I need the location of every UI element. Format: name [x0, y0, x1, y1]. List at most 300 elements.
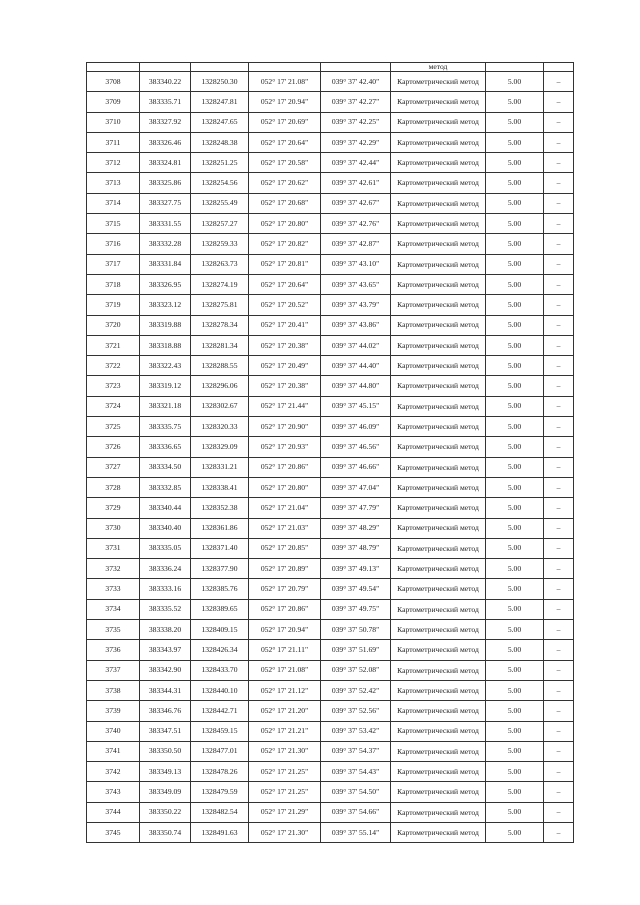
- note-cell: –: [544, 214, 574, 234]
- note-cell: –: [544, 112, 574, 132]
- y-coordinate-cell: 1328385.76: [191, 579, 249, 599]
- note-cell: –: [544, 782, 574, 802]
- y-coordinate-cell: 1328338.41: [191, 477, 249, 497]
- x-coordinate-cell: 383340.22: [140, 72, 191, 92]
- y-coordinate-cell: 1328247.81: [191, 92, 249, 112]
- method-cell: Картометрический метод: [391, 214, 486, 234]
- latitude-cell: 052° 17' 21.03": [249, 518, 321, 538]
- note-cell: –: [544, 660, 574, 680]
- method-cell: Картометрический метод: [391, 417, 486, 437]
- note-cell: –: [544, 92, 574, 112]
- point-number-cell: 3742: [87, 762, 140, 782]
- method-cell: Картометрический метод: [391, 92, 486, 112]
- longitude-cell: 039° 37' 53.42": [321, 721, 391, 741]
- accuracy-cell: 5.00: [486, 193, 544, 213]
- method-cell: Картометрический метод: [391, 620, 486, 640]
- method-cell: Картометрический метод: [391, 701, 486, 721]
- y-coordinate-cell: 1328352.38: [191, 498, 249, 518]
- latitude-cell: 052° 17' 21.44": [249, 396, 321, 416]
- longitude-cell: 039° 37' 49.75": [321, 599, 391, 619]
- table-row: [87, 254, 574, 274]
- note-cell: –: [544, 396, 574, 416]
- y-coordinate-cell: 1328302.67: [191, 396, 249, 416]
- table-row: [87, 437, 574, 457]
- point-number-cell: 3732: [87, 559, 140, 579]
- point-number-cell: 3712: [87, 153, 140, 173]
- longitude-cell: 039° 37' 50.78": [321, 620, 391, 640]
- table-row: [87, 214, 574, 234]
- point-number-cell: 3711: [87, 132, 140, 152]
- x-coordinate-cell: 383332.85: [140, 477, 191, 497]
- latitude-cell: 052° 17' 20.68": [249, 193, 321, 213]
- x-coordinate-cell: 383347.51: [140, 721, 191, 741]
- y-coordinate-cell: 1328274.19: [191, 274, 249, 294]
- point-number-cell: 3738: [87, 680, 140, 700]
- latitude-cell: 052° 17' 20.86": [249, 599, 321, 619]
- longitude-cell: 039° 37' 52.08": [321, 660, 391, 680]
- point-number-cell: 3718: [87, 274, 140, 294]
- method-cell: Картометрический метод: [391, 802, 486, 822]
- point-number-cell: 3722: [87, 356, 140, 376]
- latitude-cell: 052° 17' 20.80": [249, 477, 321, 497]
- method-cell: Картометрический метод: [391, 498, 486, 518]
- method-cell: Картометрический метод: [391, 132, 486, 152]
- note-cell: –: [544, 518, 574, 538]
- x-coordinate-cell: 383333.16: [140, 579, 191, 599]
- longitude-cell: 039° 37' 42.87": [321, 234, 391, 254]
- table-row: [87, 741, 574, 761]
- table-row: [87, 498, 574, 518]
- point-number-cell: 3717: [87, 254, 140, 274]
- method-cell: Картометрический метод: [391, 477, 486, 497]
- method-cell: Картометрический метод: [391, 579, 486, 599]
- note-cell: –: [544, 579, 574, 599]
- method-cell: Картометрический метод: [391, 559, 486, 579]
- longitude-cell: 039° 37' 52.42": [321, 680, 391, 700]
- method-cell: Картометрический метод: [391, 315, 486, 335]
- longitude-cell: 039° 37' 54.50": [321, 782, 391, 802]
- accuracy-cell: 5.00: [486, 538, 544, 558]
- y-coordinate-cell: 1328329.09: [191, 437, 249, 457]
- longitude-cell: 039° 37' 45.15": [321, 396, 391, 416]
- table-row: [87, 802, 574, 822]
- method-cell: Картометрический метод: [391, 762, 486, 782]
- table-row: [87, 295, 574, 315]
- latitude-cell: 052° 17' 20.79": [249, 579, 321, 599]
- accuracy-cell: 5.00: [486, 335, 544, 355]
- x-coordinate-cell: 383331.84: [140, 254, 191, 274]
- y-coordinate-cell: 1328331.21: [191, 457, 249, 477]
- accuracy-cell: 5.00: [486, 741, 544, 761]
- latitude-cell: 052° 17' 20.90": [249, 417, 321, 437]
- y-coordinate-cell: 1328459.15: [191, 721, 249, 741]
- accuracy-cell: 5.00: [486, 599, 544, 619]
- table-row: [87, 72, 574, 92]
- x-coordinate-cell: 383350.50: [140, 741, 191, 761]
- y-coordinate-cell: 1328377.90: [191, 559, 249, 579]
- y-coordinate-cell: 1328248.38: [191, 132, 249, 152]
- note-cell: –: [544, 274, 574, 294]
- accuracy-cell: 5.00: [486, 762, 544, 782]
- x-coordinate-cell: 383326.46: [140, 132, 191, 152]
- point-number-cell: 3728: [87, 477, 140, 497]
- y-coordinate-cell: 1328257.27: [191, 214, 249, 234]
- table-row: [87, 538, 574, 558]
- latitude-cell: 052° 17' 20.64": [249, 274, 321, 294]
- point-number-cell: 3720: [87, 315, 140, 335]
- table-row: [87, 762, 574, 782]
- longitude-cell: 039° 37' 43.65": [321, 274, 391, 294]
- table-row: [87, 457, 574, 477]
- table-row: [87, 173, 574, 193]
- note-cell: –: [544, 153, 574, 173]
- note-cell: –: [544, 538, 574, 558]
- latitude-cell: 052° 17' 20.94": [249, 92, 321, 112]
- accuracy-cell: 5.00: [486, 498, 544, 518]
- x-coordinate-cell: 383336.65: [140, 437, 191, 457]
- longitude-cell: 039° 37' 48.79": [321, 538, 391, 558]
- coordinates-table: [86, 62, 574, 843]
- point-number-cell: 3723: [87, 376, 140, 396]
- latitude-cell: 052° 17' 20.80": [249, 214, 321, 234]
- y-coordinate-cell: 1328251.25: [191, 153, 249, 173]
- y-coordinate-cell: 1328440.10: [191, 680, 249, 700]
- latitude-cell: 052° 17' 20.94": [249, 620, 321, 640]
- longitude-cell: 039° 37' 42.29": [321, 132, 391, 152]
- note-cell: –: [544, 132, 574, 152]
- accuracy-cell: 5.00: [486, 680, 544, 700]
- accuracy-cell: 5.00: [486, 620, 544, 640]
- method-cell: Картометрический метод: [391, 640, 486, 660]
- note-cell: –: [544, 477, 574, 497]
- x-coordinate-cell: 383319.88: [140, 315, 191, 335]
- x-coordinate-cell: 383335.71: [140, 92, 191, 112]
- longitude-cell: 039° 37' 42.40": [321, 72, 391, 92]
- table-row: [87, 315, 574, 335]
- point-number-cell: 3721: [87, 335, 140, 355]
- point-number-cell: 3715: [87, 214, 140, 234]
- note-cell: –: [544, 640, 574, 660]
- y-coordinate-cell: 1328491.63: [191, 822, 249, 842]
- table-row: [87, 701, 574, 721]
- x-coordinate-cell: 383322.43: [140, 356, 191, 376]
- method-cell: Картометрический метод: [391, 254, 486, 274]
- latitude-cell: 052° 17' 20.38": [249, 335, 321, 355]
- point-number-cell: 3736: [87, 640, 140, 660]
- point-number-cell: 3741: [87, 741, 140, 761]
- longitude-cell: 039° 37' 47.79": [321, 498, 391, 518]
- longitude-cell: 039° 37' 49.13": [321, 559, 391, 579]
- accuracy-cell: 5.00: [486, 72, 544, 92]
- table-row: [87, 132, 574, 152]
- x-coordinate-cell: 383349.09: [140, 782, 191, 802]
- x-coordinate-cell: 383327.75: [140, 193, 191, 213]
- accuracy-cell: 5.00: [486, 437, 544, 457]
- latitude-cell: 052° 17' 20.85": [249, 538, 321, 558]
- latitude-cell: 052° 17' 21.30": [249, 741, 321, 761]
- longitude-cell: 039° 37' 48.29": [321, 518, 391, 538]
- x-coordinate-cell: 383338.20: [140, 620, 191, 640]
- point-number-cell: 3724: [87, 396, 140, 416]
- table-row: [87, 782, 574, 802]
- accuracy-cell: 5.00: [486, 721, 544, 741]
- x-coordinate-cell: 383326.95: [140, 274, 191, 294]
- x-coordinate-cell: 383350.22: [140, 802, 191, 822]
- table-row: [87, 559, 574, 579]
- latitude-cell: 052° 17' 21.29": [249, 802, 321, 822]
- point-number-cell: 3708: [87, 72, 140, 92]
- accuracy-cell: 5.00: [486, 153, 544, 173]
- accuracy-cell: 5.00: [486, 234, 544, 254]
- longitude-cell: 039° 37' 42.76": [321, 214, 391, 234]
- accuracy-cell: 5.00: [486, 112, 544, 132]
- longitude-cell: 039° 37' 44.80": [321, 376, 391, 396]
- x-coordinate-cell: 383335.52: [140, 599, 191, 619]
- note-cell: –: [544, 234, 574, 254]
- latitude-cell: 052° 17' 21.11": [249, 640, 321, 660]
- latitude-cell: 052° 17' 20.58": [249, 153, 321, 173]
- x-coordinate-cell: 383319.12: [140, 376, 191, 396]
- table-row: [87, 680, 574, 700]
- cell: [321, 63, 391, 72]
- method-cell: Картометрический метод: [391, 295, 486, 315]
- cell: [544, 63, 574, 72]
- accuracy-cell: 5.00: [486, 214, 544, 234]
- note-cell: –: [544, 254, 574, 274]
- y-coordinate-cell: 1328320.33: [191, 417, 249, 437]
- method-cell: Картометрический метод: [391, 173, 486, 193]
- y-coordinate-cell: 1328371.40: [191, 538, 249, 558]
- method-cell: Картометрический метод: [391, 72, 486, 92]
- point-number-cell: 3744: [87, 802, 140, 822]
- longitude-cell: 039° 37' 42.44": [321, 153, 391, 173]
- note-cell: –: [544, 741, 574, 761]
- point-number-cell: 3745: [87, 822, 140, 842]
- method-cell: Картометрический метод: [391, 599, 486, 619]
- point-number-cell: 3729: [87, 498, 140, 518]
- accuracy-cell: 5.00: [486, 579, 544, 599]
- note-cell: –: [544, 559, 574, 579]
- y-coordinate-cell: 1328255.49: [191, 193, 249, 213]
- latitude-cell: 052° 17' 20.89": [249, 559, 321, 579]
- method-cell: Картометрический метод: [391, 822, 486, 842]
- method-cell: Картометрический метод: [391, 518, 486, 538]
- method-cell: Картометрический метод: [391, 721, 486, 741]
- longitude-cell: 039° 37' 52.56": [321, 701, 391, 721]
- x-coordinate-cell: 383349.13: [140, 762, 191, 782]
- longitude-cell: 039° 37' 55.14": [321, 822, 391, 842]
- table-row: [87, 660, 574, 680]
- x-coordinate-cell: 383335.75: [140, 417, 191, 437]
- y-coordinate-cell: 1328477.01: [191, 741, 249, 761]
- latitude-cell: 052° 17' 20.69": [249, 112, 321, 132]
- note-cell: –: [544, 356, 574, 376]
- x-coordinate-cell: 383335.05: [140, 538, 191, 558]
- y-coordinate-cell: 1328296.06: [191, 376, 249, 396]
- point-number-cell: 3739: [87, 701, 140, 721]
- point-number-cell: 3726: [87, 437, 140, 457]
- cell: [249, 63, 321, 72]
- note-cell: –: [544, 193, 574, 213]
- continuation-row: [87, 63, 574, 72]
- latitude-cell: 052° 17' 21.04": [249, 498, 321, 518]
- cell: [87, 63, 140, 72]
- longitude-cell: 039° 37' 42.25": [321, 112, 391, 132]
- table-row: [87, 112, 574, 132]
- latitude-cell: 052° 17' 20.62": [249, 173, 321, 193]
- longitude-cell: 039° 37' 44.02": [321, 335, 391, 355]
- table-row: [87, 640, 574, 660]
- accuracy-cell: 5.00: [486, 701, 544, 721]
- note-cell: –: [544, 620, 574, 640]
- note-cell: –: [544, 295, 574, 315]
- latitude-cell: 052° 17' 20.38": [249, 376, 321, 396]
- table-row: [87, 417, 574, 437]
- x-coordinate-cell: 383325.86: [140, 173, 191, 193]
- y-coordinate-cell: 1328482.54: [191, 802, 249, 822]
- point-number-cell: 3727: [87, 457, 140, 477]
- table-row: [87, 721, 574, 741]
- note-cell: –: [544, 822, 574, 842]
- table-row: [87, 599, 574, 619]
- point-number-cell: 3713: [87, 173, 140, 193]
- method-cell: Картометрический метод: [391, 437, 486, 457]
- point-number-cell: 3734: [87, 599, 140, 619]
- accuracy-cell: 5.00: [486, 660, 544, 680]
- accuracy-cell: 5.00: [486, 518, 544, 538]
- longitude-cell: 039° 37' 54.37": [321, 741, 391, 761]
- table-row: [87, 193, 574, 213]
- accuracy-cell: 5.00: [486, 396, 544, 416]
- note-cell: –: [544, 315, 574, 335]
- x-coordinate-cell: 383327.92: [140, 112, 191, 132]
- table-row: [87, 92, 574, 112]
- y-coordinate-cell: 1328250.30: [191, 72, 249, 92]
- table-row: [87, 518, 574, 538]
- note-cell: –: [544, 376, 574, 396]
- latitude-cell: 052° 17' 20.49": [249, 356, 321, 376]
- accuracy-cell: 5.00: [486, 640, 544, 660]
- accuracy-cell: 5.00: [486, 559, 544, 579]
- note-cell: –: [544, 762, 574, 782]
- table-row: [87, 620, 574, 640]
- x-coordinate-cell: 383344.31: [140, 680, 191, 700]
- note-cell: –: [544, 498, 574, 518]
- accuracy-cell: 5.00: [486, 274, 544, 294]
- accuracy-cell: 5.00: [486, 254, 544, 274]
- longitude-cell: 039° 37' 51.69": [321, 640, 391, 660]
- table-row: [87, 153, 574, 173]
- accuracy-cell: 5.00: [486, 477, 544, 497]
- longitude-cell: 039° 37' 43.79": [321, 295, 391, 315]
- x-coordinate-cell: 383343.97: [140, 640, 191, 660]
- table-row: [87, 477, 574, 497]
- y-coordinate-cell: 1328259.33: [191, 234, 249, 254]
- accuracy-cell: 5.00: [486, 802, 544, 822]
- x-coordinate-cell: 383331.55: [140, 214, 191, 234]
- y-coordinate-cell: 1328254.56: [191, 173, 249, 193]
- point-number-cell: 3719: [87, 295, 140, 315]
- note-cell: –: [544, 680, 574, 700]
- accuracy-cell: 5.00: [486, 92, 544, 112]
- longitude-cell: 039° 37' 43.86": [321, 315, 391, 335]
- y-coordinate-cell: 1328281.34: [191, 335, 249, 355]
- table-row: [87, 579, 574, 599]
- longitude-cell: 039° 37' 44.40": [321, 356, 391, 376]
- y-coordinate-cell: 1328288.55: [191, 356, 249, 376]
- latitude-cell: 052° 17' 21.20": [249, 701, 321, 721]
- x-coordinate-cell: 383340.44: [140, 498, 191, 518]
- x-coordinate-cell: 383340.40: [140, 518, 191, 538]
- table-row: [87, 376, 574, 396]
- latitude-cell: 052° 17' 21.25": [249, 782, 321, 802]
- accuracy-cell: 5.00: [486, 822, 544, 842]
- y-coordinate-cell: 1328361.86: [191, 518, 249, 538]
- table-row: [87, 234, 574, 254]
- x-coordinate-cell: 383332.28: [140, 234, 191, 254]
- note-cell: –: [544, 437, 574, 457]
- note-cell: –: [544, 599, 574, 619]
- latitude-cell: 052° 17' 21.08": [249, 660, 321, 680]
- point-number-cell: 3725: [87, 417, 140, 437]
- coordinates-table-body: [87, 63, 574, 843]
- method-cell: Картометрический метод: [391, 741, 486, 761]
- latitude-cell: 052° 17' 20.86": [249, 457, 321, 477]
- latitude-cell: 052° 17' 21.08": [249, 72, 321, 92]
- method-fragment-cell: метод: [391, 63, 486, 72]
- point-number-cell: 3730: [87, 518, 140, 538]
- point-number-cell: 3733: [87, 579, 140, 599]
- point-number-cell: 3737: [87, 660, 140, 680]
- x-coordinate-cell: 383336.24: [140, 559, 191, 579]
- method-cell: Картометрический метод: [391, 274, 486, 294]
- accuracy-cell: 5.00: [486, 457, 544, 477]
- latitude-cell: 052° 17' 21.12": [249, 680, 321, 700]
- note-cell: –: [544, 335, 574, 355]
- method-cell: Картометрический метод: [391, 538, 486, 558]
- method-cell: Картометрический метод: [391, 376, 486, 396]
- method-cell: Картометрический метод: [391, 660, 486, 680]
- y-coordinate-cell: 1328278.34: [191, 315, 249, 335]
- y-coordinate-cell: 1328479.59: [191, 782, 249, 802]
- method-cell: Картометрический метод: [391, 457, 486, 477]
- note-cell: –: [544, 173, 574, 193]
- point-number-cell: 3740: [87, 721, 140, 741]
- cell: [140, 63, 191, 72]
- cell: [486, 63, 544, 72]
- point-number-cell: 3743: [87, 782, 140, 802]
- accuracy-cell: 5.00: [486, 173, 544, 193]
- x-coordinate-cell: 383321.18: [140, 396, 191, 416]
- latitude-cell: 052° 17' 20.52": [249, 295, 321, 315]
- point-number-cell: 3735: [87, 620, 140, 640]
- latitude-cell: 052° 17' 21.25": [249, 762, 321, 782]
- method-cell: Картометрический метод: [391, 193, 486, 213]
- point-number-cell: 3716: [87, 234, 140, 254]
- point-number-cell: 3731: [87, 538, 140, 558]
- y-coordinate-cell: 1328263.73: [191, 254, 249, 274]
- table-row: [87, 396, 574, 416]
- accuracy-cell: 5.00: [486, 315, 544, 335]
- latitude-cell: 052° 17' 20.93": [249, 437, 321, 457]
- latitude-cell: 052° 17' 20.82": [249, 234, 321, 254]
- point-number-cell: 3710: [87, 112, 140, 132]
- longitude-cell: 039° 37' 54.43": [321, 762, 391, 782]
- method-cell: Картометрический метод: [391, 335, 486, 355]
- method-cell: Картометрический метод: [391, 234, 486, 254]
- method-cell: Картометрический метод: [391, 356, 486, 376]
- y-coordinate-cell: 1328389.65: [191, 599, 249, 619]
